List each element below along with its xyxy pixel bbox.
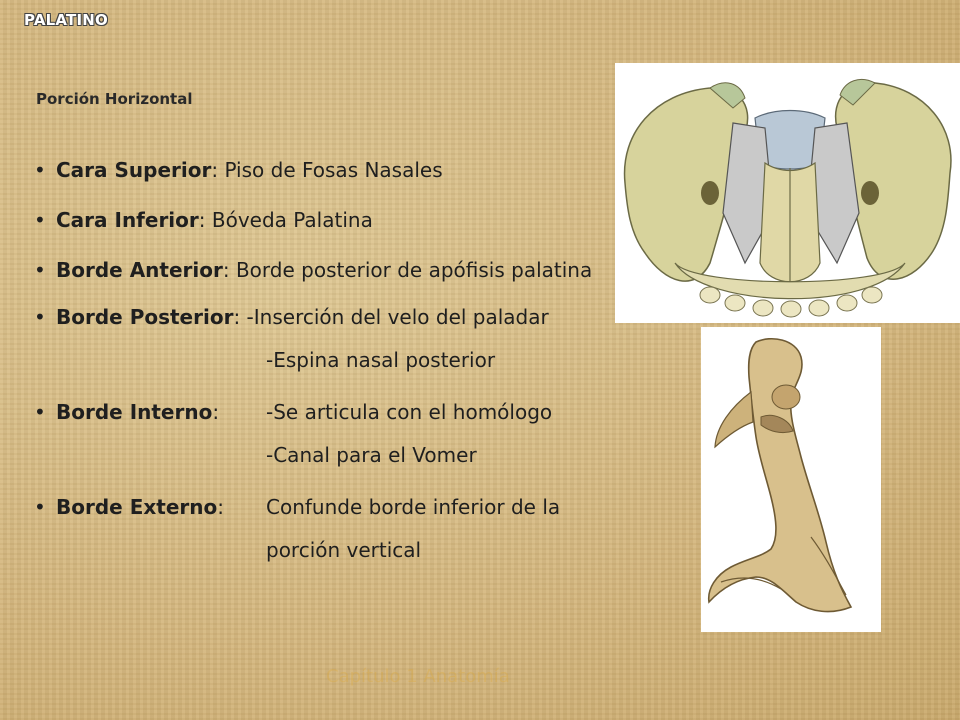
palate-inferior-view-illustration — [615, 63, 960, 323]
bullet-detail: : -Inserción del velo del paladar — [233, 305, 549, 329]
bullet-term: Cara Inferior — [56, 208, 199, 232]
bullet-detail: : Bóveda Palatina — [198, 208, 373, 232]
bullet-term: Borde Anterior — [56, 258, 223, 282]
bullet-borde-interno — [34, 400, 219, 424]
bullet-dot: • — [34, 400, 46, 424]
bullet-cara-superior — [34, 158, 443, 182]
bullet-separator: : — [212, 400, 220, 424]
bullet-cara-inferior — [34, 208, 373, 232]
bullet-separator: : — [217, 495, 224, 519]
bullet-borde-posterior — [34, 305, 549, 329]
slide-title: PALATINO — [24, 11, 108, 29]
bullet-dot: • — [34, 495, 46, 519]
bullet-term: Borde Posterior — [56, 305, 234, 329]
bullet-dot: • — [34, 305, 46, 329]
bullet-term: Borde Interno — [56, 400, 213, 424]
bullet-detail: : Borde posterior de apófisis palatina — [222, 258, 593, 282]
bullet-continuation: porción vertical — [266, 538, 422, 562]
bullet-continuation: -Canal para el Vomer — [266, 443, 477, 467]
bullet-detail: Confunde borde inferior de la — [266, 495, 561, 519]
bullet-continuation: -Espina nasal posterior — [266, 348, 496, 372]
bullet-detail: : Piso de Fosas Nasales — [211, 158, 443, 182]
palatine-bone-illustration — [701, 327, 881, 632]
bullet-borde-anterior — [34, 258, 592, 282]
section-heading: Porción Horizontal — [36, 90, 193, 108]
bullet-dot: • — [34, 158, 46, 182]
bullet-detail: -Se articula con el homólogo — [266, 400, 553, 424]
bullet-term: Cara Superior — [56, 158, 212, 182]
bullet-borde-externo — [34, 495, 224, 519]
watermark-text: Capítulo 1 Anatomía — [326, 666, 510, 687]
bullet-dot: • — [34, 258, 46, 282]
bullet-term: Borde Externo — [56, 495, 218, 519]
bullet-dot: • — [34, 208, 46, 232]
